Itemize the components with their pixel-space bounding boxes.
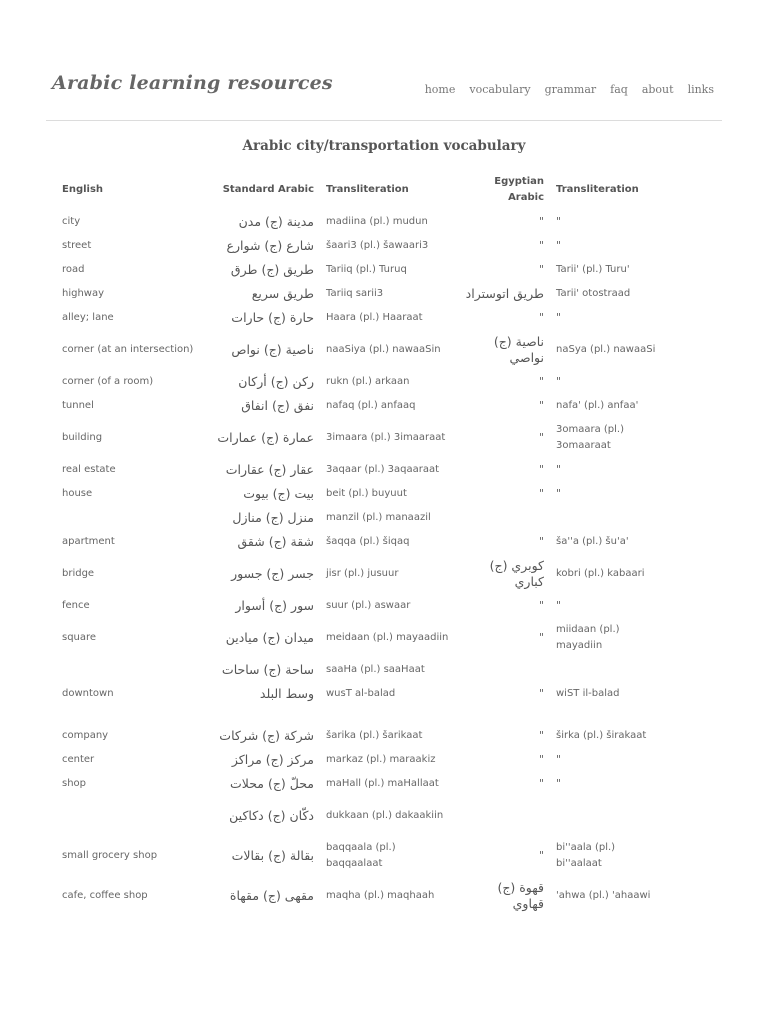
cell-english: small grocery shop: [62, 850, 158, 861]
cell-transliteration: manzil (pl.) manaazil: [326, 512, 431, 523]
cell-standard-arabic: شارع (ج) شوارع: [226, 238, 314, 253]
table-row: [56, 418, 668, 458]
cell-english: company: [62, 730, 109, 741]
cell-egyptian-transliteration: wiST il-balad: [556, 688, 620, 699]
cell-transliteration: nafaq (pl.) anfaaq: [326, 400, 416, 411]
cell-english: apartment: [62, 536, 115, 547]
main-nav: [425, 83, 714, 96]
cell-egyptian-transliteration: miidaan (pl.) mayadiin: [556, 624, 620, 651]
table-row: [56, 618, 668, 658]
cell-english: [56, 796, 206, 836]
cell-egyptian-arabic: ": [538, 849, 544, 862]
col-header-egyptian-transliteration: Transliteration: [556, 184, 639, 195]
table-row: [56, 748, 668, 772]
table-row: [56, 796, 668, 836]
cell-egyptian-arabic: ": [538, 535, 544, 548]
table-row: [56, 706, 668, 724]
cell-english: highway: [62, 288, 105, 299]
cell-egyptian-arabic: ": [538, 399, 544, 412]
cell-english: cafe, coffee shop: [62, 890, 148, 901]
cell-english: [56, 658, 206, 682]
cell-egyptian-arabic: ": [538, 599, 544, 612]
table-row: [56, 772, 668, 796]
cell-egyptian-transliteration: ša''a (pl.) šu'a': [556, 536, 629, 547]
table-body: [56, 210, 668, 916]
cell-transliteration: baqqaala (pl.) baqqaalaat: [326, 842, 396, 869]
cell-standard-arabic: نفق (ج) انفاق: [241, 398, 314, 413]
page-title: Arabic city/transportation vocabulary: [242, 138, 526, 154]
cell-english: house: [62, 488, 93, 499]
cell-standard-arabic: مركز (ج) مراكز: [231, 752, 314, 767]
cell-english: real estate: [62, 464, 116, 475]
cell-standard-arabic: مقهى (ج) مقهاة: [229, 888, 314, 903]
table-row: [56, 836, 668, 876]
cell-english: center: [62, 754, 95, 765]
cell-english: corner (of a room): [62, 376, 154, 387]
cell-egyptian-transliteration: širka (pl.) širakaat: [556, 730, 647, 741]
cell-egyptian-transliteration: bi''aala (pl.) bi''aalaat: [556, 842, 616, 869]
cell-transliteration: beit (pl.) buyuut: [326, 488, 407, 499]
cell-transliteration: maqha (pl.) maqhaah: [326, 890, 435, 901]
cell-standard-arabic: بقالة (ج) بقالات: [231, 848, 314, 863]
cell-egyptian-transliteration: ": [556, 777, 562, 790]
cell-egyptian-arabic: كوبري (ج) كباري: [489, 558, 544, 589]
table-row: [56, 724, 668, 748]
cell-english: tunnel: [62, 400, 94, 411]
table-header: [56, 170, 668, 210]
cell-transliteration: maHall (pl.) maHallaat: [326, 778, 439, 789]
cell-transliteration: šaari3 (pl.) šawaari3: [326, 240, 429, 251]
cell-egyptian-arabic: ": [538, 311, 544, 324]
header-row: [56, 170, 668, 210]
cell-standard-arabic: شركة (ج) شركات: [219, 728, 314, 743]
table-row: [56, 458, 668, 482]
table-row: [56, 682, 668, 706]
table-row: [56, 330, 668, 370]
cell-egyptian-transliteration: 'ahwa (pl.) 'ahaawi: [556, 890, 651, 901]
cell-transliteration: [320, 706, 459, 724]
vocabulary-table: [56, 170, 668, 916]
cell-english: bridge: [62, 568, 95, 579]
cell-standard-arabic: جسر (ج) جسور: [231, 566, 314, 581]
cell-standard-arabic: حارة (ج) حارات: [231, 310, 314, 325]
cell-egyptian-transliteration: 3omaara (pl.) 3omaaraat: [556, 424, 625, 451]
table-row: [56, 482, 668, 506]
cell-egyptian-arabic: قهوة (ج) قهاوي: [497, 880, 544, 911]
cell-egyptian-arabic: ناصية (ج) نواصي: [493, 334, 544, 365]
cell-standard-arabic: وسط البلد: [259, 686, 314, 701]
cell-egyptian-transliteration: [550, 706, 668, 724]
cell-standard-arabic: بيت (ج) بيوت: [243, 486, 314, 501]
cell-transliteration: meidaan (pl.) mayaadiin: [326, 632, 449, 643]
cell-standard-arabic: ناصية (ج) نواص: [231, 342, 314, 357]
nav-faq[interactable]: faq: [610, 83, 628, 96]
cell-transliteration: suur (pl.) aswaar: [326, 600, 411, 611]
cell-egyptian-transliteration: ": [556, 239, 562, 252]
table-row: [56, 306, 668, 330]
cell-english: street: [62, 240, 92, 251]
cell-standard-arabic: سور (ج) أسوار: [235, 598, 314, 613]
cell-english: [56, 506, 206, 530]
cell-egyptian-arabic: ": [538, 239, 544, 252]
cell-egyptian-arabic: [459, 796, 550, 836]
cell-standard-arabic: دكّان (ج) دكاكين: [229, 808, 314, 823]
cell-egyptian-arabic: طريق اتوستراد: [465, 286, 544, 301]
cell-egyptian-transliteration: Tarii' (pl.) Turu': [556, 264, 630, 275]
cell-transliteration: wusT al-balad: [326, 688, 396, 699]
cell-transliteration: šarika (pl.) šarikaat: [326, 730, 423, 741]
site-header: [46, 0, 722, 121]
site-title[interactable]: Arabic learning resources: [52, 72, 333, 94]
cell-transliteration: jisr (pl.) jusuur: [326, 568, 399, 579]
cell-standard-arabic: طريق (ج) طرق: [230, 262, 314, 277]
cell-egyptian-transliteration: [550, 506, 668, 530]
cell-egyptian-transliteration: naSya (pl.) nawaaSi: [556, 344, 656, 355]
table-row: [56, 530, 668, 554]
table-row: [56, 658, 668, 682]
cell-egyptian-transliteration: ": [556, 487, 562, 500]
cell-english: shop: [62, 778, 87, 789]
cell-egyptian-transliteration: [550, 796, 668, 836]
cell-transliteration: Tariiq (pl.) Turuq: [326, 264, 407, 275]
cell-egyptian-arabic: ": [538, 375, 544, 388]
table-row: [56, 594, 668, 618]
cell-transliteration: šaqqa (pl.) šiqaq: [326, 536, 410, 547]
cell-transliteration: rukn (pl.) arkaan: [326, 376, 410, 387]
table-row: [56, 210, 668, 234]
cell-english: square: [62, 632, 97, 643]
cell-egyptian-transliteration: ": [556, 375, 562, 388]
cell-egyptian-arabic: [459, 658, 550, 682]
cell-english: fence: [62, 600, 90, 611]
cell-egyptian-transliteration: ": [556, 753, 562, 766]
cell-transliteration: 3imaara (pl.) 3imaaraat: [326, 432, 446, 443]
cell-egyptian-transliteration: ": [556, 311, 562, 324]
cell-standard-arabic: شقة (ج) شقق: [237, 534, 314, 549]
cell-english: city: [62, 216, 81, 227]
cell-standard-arabic: عمارة (ج) عمارات: [217, 430, 314, 445]
cell-english: alley; lane: [62, 312, 114, 323]
nav-links[interactable]: links: [687, 83, 714, 96]
cell-egyptian-arabic: [459, 706, 550, 724]
cell-english: building: [62, 432, 103, 443]
cell-egyptian-arabic: ": [538, 729, 544, 742]
cell-standard-arabic: [206, 706, 320, 724]
table-row: [56, 554, 668, 594]
cell-transliteration: dukkaan (pl.) dakaakiin: [326, 810, 444, 821]
cell-english: corner (at an intersection): [62, 344, 194, 355]
cell-standard-arabic: منزل (ج) منازل: [232, 510, 314, 525]
table-row: [56, 506, 668, 530]
cell-egyptian-transliteration: kobri (pl.) kabaari: [556, 568, 645, 579]
cell-standard-arabic: عقار (ج) عقارات: [225, 462, 314, 477]
cell-egyptian-arabic: ": [538, 487, 544, 500]
nav-vocabulary[interactable]: vocabulary: [469, 83, 531, 96]
cell-transliteration: saaHa (pl.) saaHaat: [326, 664, 425, 675]
cell-standard-arabic: طريق سريع: [251, 286, 314, 301]
col-header-standard-arabic: Standard Arabic: [222, 184, 314, 195]
nav-home[interactable]: home: [424, 83, 456, 96]
cell-transliteration: Haara (pl.) Haaraat: [326, 312, 423, 323]
cell-standard-arabic: مدينة (ج) مدن: [238, 214, 314, 229]
cell-egyptian-transliteration: ": [556, 463, 562, 476]
cell-transliteration: markaz (pl.) maraakiz: [326, 754, 436, 765]
cell-egyptian-transliteration: Tarii' otostraad: [556, 288, 631, 299]
cell-transliteration: 3aqaar (pl.) 3aqaaraat: [326, 464, 440, 475]
cell-transliteration: Tariiq sarii3: [326, 288, 384, 299]
col-header-english: English: [62, 184, 104, 195]
table-row: [56, 876, 668, 916]
cell-egyptian-arabic: ": [538, 631, 544, 644]
cell-standard-arabic: ركن (ج) أركان: [238, 374, 314, 389]
col-header-transliteration: Transliteration: [326, 184, 409, 195]
cell-egyptian-arabic: [459, 506, 550, 530]
cell-transliteration: madiina (pl.) mudun: [326, 216, 428, 227]
cell-egyptian-transliteration: nafa' (pl.) anfaa': [556, 400, 639, 411]
cell-standard-arabic: ميدان (ج) ميادين: [225, 630, 314, 645]
cell-egyptian-arabic: ": [538, 753, 544, 766]
cell-egyptian-arabic: ": [538, 777, 544, 790]
nav-about[interactable]: about: [641, 83, 674, 96]
cell-transliteration: naaSiya (pl.) nawaaSin: [326, 344, 441, 355]
table-row: [56, 234, 668, 258]
cell-egyptian-transliteration: ": [556, 599, 562, 612]
cell-standard-arabic: ساحة (ج) ساحات: [221, 662, 314, 677]
cell-standard-arabic: محلّ (ج) محلات: [230, 776, 314, 791]
table-row: [56, 394, 668, 418]
cell-egyptian-transliteration: [550, 658, 668, 682]
nav-grammar[interactable]: grammar: [544, 83, 597, 96]
col-header-egyptian-arabic: Egyptian Arabic: [494, 176, 544, 203]
cell-egyptian-arabic: ": [538, 263, 544, 276]
cell-english: [56, 706, 206, 724]
cell-egyptian-arabic: ": [538, 687, 544, 700]
table-row: [56, 282, 668, 306]
cell-egyptian-arabic: ": [538, 431, 544, 444]
cell-english: downtown: [62, 688, 114, 699]
table-row: [56, 370, 668, 394]
cell-english: road: [62, 264, 85, 275]
cell-egyptian-arabic: ": [538, 463, 544, 476]
cell-egyptian-transliteration: ": [556, 215, 562, 228]
cell-egyptian-arabic: ": [538, 215, 544, 228]
table-row: [56, 258, 668, 282]
